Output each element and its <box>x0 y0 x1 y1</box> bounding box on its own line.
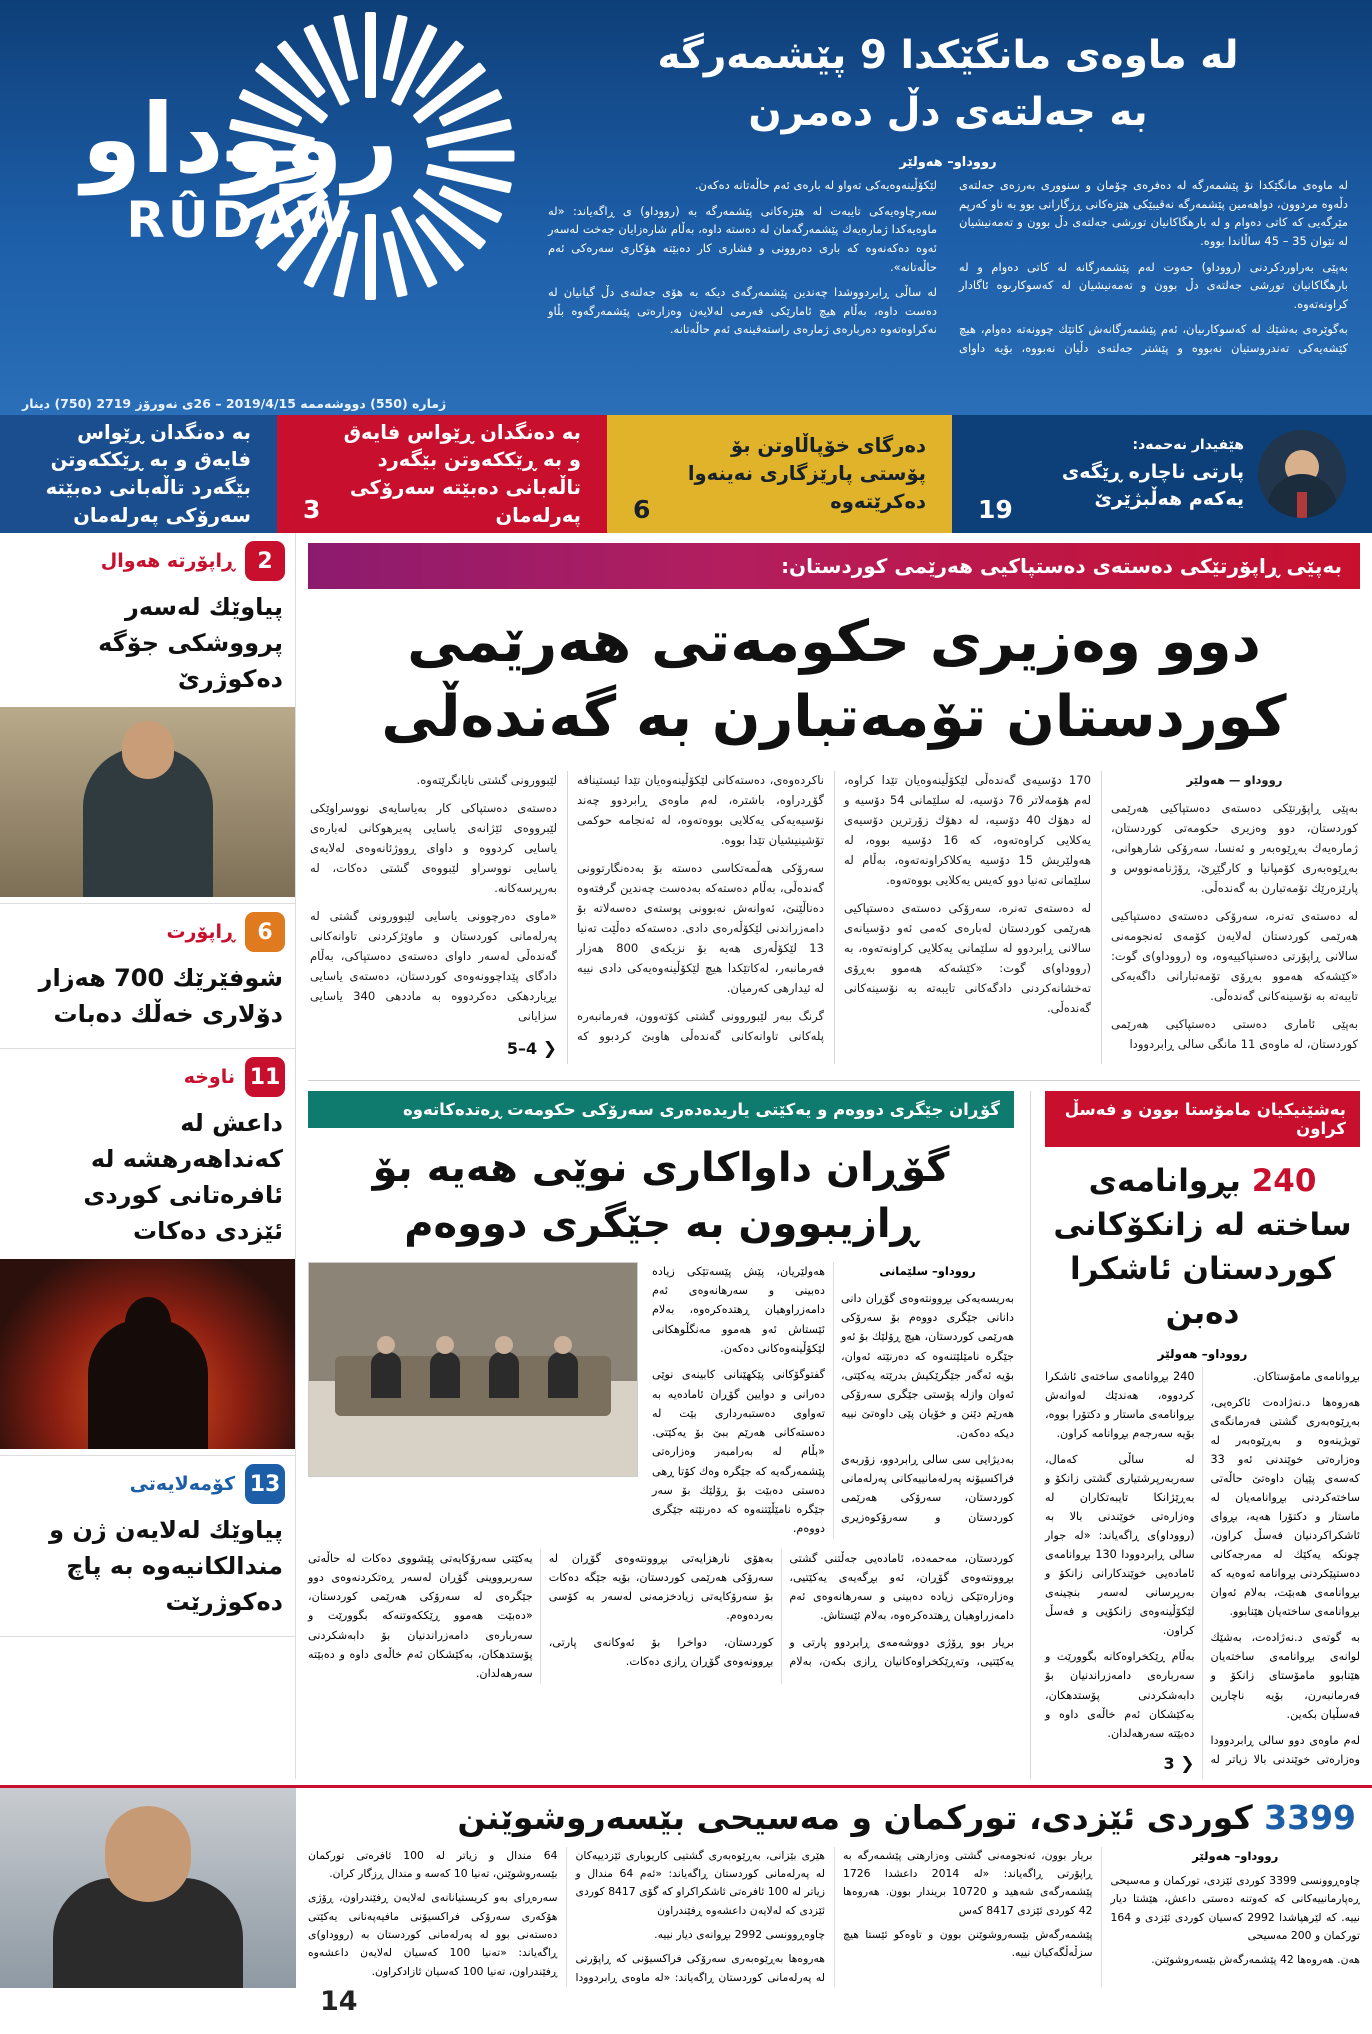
lead-paragraph: له‌ ده‌سته‌ى ته‌نره‌، سه‌رۆكى ده‌سته‌ى ده‌ستپاكیى هه‌رێمى كوردستان له‌باره‌ى كه‌مى ئه‌و دۆسیانه‌ى سالانى ڕابردوو له‌ سلێمانى یه‌كلایى كراونه‌ته‌وه‌، به‌ (رووداو)ى گوت: «كێشه‌كه‌ هه‌موو به‌ڕۆى ته‌خشانه‌كردنى دادگه‌كانى تایبه‌ته‌ به‌ نۆسینه‌كانى گه‌نده‌ڵى. <box>844 901 1091 1015</box>
story-b-body <box>1045 1367 1360 1778</box>
main-column <box>296 533 1372 1779</box>
story-a-body-bottom <box>308 1549 1014 1684</box>
masthead-headline-part2: پێشمه‌رگه‌ <box>657 33 847 78</box>
bottom-paragraph: هه‌روه‌ها به‌ڕێوه‌به‌رى سه‌رۆكى فراكسیۆنى كه‌ ڕاپۆرتى له‌ په‌رله‌مانى كوردستان ڕاگه‌یاند: «له‌ ماوه‌ى ڕابردوودا 64 مندال و زیاتر له‌ 100 ئافره‌تى توركمان بێسه‌روشوێنن، ته‌نیا 10 كه‌سه‌ و مندال ڕزگار كران. <box>308 1848 825 1984</box>
masthead-paragraph: له‌ ساڵى ڕابردووشدا چه‌ندین پێشمه‌رگه‌ى دیكه‌ به‌ هۆى جه‌لته‌ى دڵ گیانیان له‌ ده‌ست داوه‌، به‌ڵام هیچ ئامارێكى فه‌رمى له‌لایه‌ن وه‌زاره‌تى پێشمه‌رگه‌وه‌ بڵاو نه‌كراوه‌ته‌وه‌ ده‌رباره‌ى ژماره‌ى راسته‌قینه‌ى ئه‌م حاڵه‌تانه‌. <box>548 285 937 337</box>
logo-wordmark-latin: RÛDAW <box>126 191 354 249</box>
masthead <box>0 0 1372 415</box>
story-a-paragraph: كوردستان، مه‌حمه‌ده‌، ئاماده‌یى جه‌ڵتنى گشتى بڕوونته‌وه‌ى گۆڕان، ئه‌و بڕگه‌یه‌ى یه‌كێتیى، وه‌زاره‌تێكى زیاده‌ ده‌بینى و سه‌رهانه‌وه‌ى ئه‌م دامه‌زراوهیان ڕهتده‌كره‌وه‌، به‌لام ئێستاش. <box>789 1551 1014 1623</box>
story-b-number: 240 <box>1251 1162 1317 1199</box>
lead-paragraph: له‌ ده‌سته‌ى ته‌نره‌، سه‌رۆكى ده‌سته‌ى ده‌ستپاكیى هه‌رێمى كوردستان له‌لایه‌ن كۆمه‌ى ئه‌نجومه‌نى سالانى ڕاپۆرتى ده‌ستپاكییه‌وه‌، وه‌ (رووداو)ى گوت: «كێشه‌كه‌ هه‌موو به‌ڕۆى تۆمه‌تبارانى داگه‌یه‌كى تایبه‌ته‌ به‌ نۆسینه‌كانى گه‌نده‌ڵى. <box>1111 908 1358 1003</box>
lead-paragraph: «ماوى ده‌رچوونى یاسایى لێبوورونى گشتى له‌ په‌رله‌مانى كوردستان و ماوێژكردنى تاوانه‌كانى گه‌نده‌ڵى له‌سه‌ر داواى ده‌سته‌ى ده‌ستپاكى، به‌ڵام دادگاى پێداچوونه‌وه‌ى كوردستان، ده‌سته‌ى یاسایى بڕیاردهكى ده‌كردووه‌ به‌ ماددهى 340 یاسایى سزایانى <box>310 909 557 1023</box>
bottom-paragraph: بریار بوون، ئه‌نجومه‌نى گشتى وه‌زارهتى پێشمه‌رگه‌ به‌ ڕاپۆرتى ڕاگه‌یاند: «له‌ 2014 داعشدا 1726 پێشمه‌رگه‌ى شه‌هید و 10720 بریندار بوون. هه‌روه‌ها 42 كوردى ئێزدى 8417 كه‌س <box>843 1848 1093 1917</box>
lead-page-reference[interactable]: ❮ 4–5 <box>506 1038 557 1059</box>
sidebar-section-label: ڕاپۆرت <box>166 921 235 943</box>
story-a-paragraph: به‌دیژایى سى سالى ڕابردوو، زۆربه‌ى فراكسیۆنه‌ په‌رله‌مانییه‌كانى په‌رله‌مانى كوردستان، سه‌رۆكى هه‌رێمى كوردستان و سه‌رۆكوه‌زیرى هه‌ولێریان، پێش پێسه‌تێكى زیاده‌ ده‌بینى و سه‌رهانه‌وه‌ى ئه‌م دامه‌زراوهیان ڕهتده‌كره‌وه‌، به‌لام ئێستاش ئه‌و هه‌موو مه‌نگڵوهكانى لێكۆڵینه‌وه‌كانى ده‌كه‌ن. <box>652 1264 1014 1524</box>
bottom-paragraph: سه‌ره‌ڕاى به‌و كریستیانانه‌ى له‌لایه‌ن ڕفێندراون، ڕۆژى هۆكه‌رى سه‌رۆكى فراكسیۆنى مافیه‌په‌نانى یه‌كێتى ده‌سته‌نى بوو له‌ په‌رله‌مانى كوردستان به‌ (رووداو)ى ڕاگه‌یاند: «ته‌نیا 100 كه‌سیان له‌لایه‌ن داعشه‌وه‌ ڕفێندراون، ته‌نیا 100 كه‌سیان ئازادكراون. <box>308 1891 558 1978</box>
teaser-label: پارتى ناچاره‌ ڕێگه‌ى یه‌كه‌م هه‌ڵبژێرێ <box>1061 461 1244 510</box>
sidebar-page-number: 11 <box>245 1057 285 1097</box>
sidebar-headline: پیاوێك له‌سه‌ر پرووشكى جۆگه‌ ده‌كوژرێ <box>98 593 283 693</box>
bottom-headline-number: 3399 <box>1264 1797 1356 1837</box>
bottom-headline <box>312 1798 1356 1837</box>
lead-paragraph: به‌پێى ئامارى ده‌ستى ده‌ستپاكیى هه‌رێمى كوردستان، له‌ ماوه‌ى 11 مانگى سالى ڕابردوودا <box>1111 1016 1358 1051</box>
story-b-paragraph: به‌ڵام ڕێكخراوه‌كانه‌ بگوورێت و سه‌رباره‌ى دامه‌زراندنیان بۆ دابه‌شكردنى پۆستدهكان، به‌كێشكان ئه‌م خاڵه‌ى داوه‌ و ده‌بێته‌ سه‌رهه‌لدان. <box>1045 1650 1195 1740</box>
story-b-paragraph: له‌م ماوه‌ى دوو سالى ڕابردوودا وه‌زاره‌تى خوێندنى بالا زیاتر له‌ 240 بڕوانامه‌ى ساخته‌ى ئاشكرا كردووه‌، هه‌ندێك له‌وانه‌ش بڕوانامه‌ى ماستار و دكتۆرا بووه‌، بۆیه‌ سه‌رجه‌م بڕوانامه‌ كراون. <box>1045 1370 1360 1766</box>
sidebar-section-label: ناوخه‌ <box>183 1066 235 1088</box>
bottom-byline: رووداو– هه‌ولێر <box>1192 1848 1279 1863</box>
story-240-certificates <box>1030 1091 1360 1779</box>
sidebar-page-number: 2 <box>245 541 285 581</box>
story-gorran-deputy <box>308 1091 1014 1779</box>
bottom-photo-area <box>0 1788 296 2031</box>
story-a-paragraph: گفتوگۆكانى پێكهێنانى كابینه‌ى نوێى ده‌رانى و دوایین گۆڕان ئاماده‌یه‌ به‌ ته‌واوى ده‌ستبه‌ردارى بێت له‌ ده‌سته‌كانى هه‌رێم ببێ بۆ یه‌كێتى. «بڵام له‌ به‌رامبه‌ر وه‌زاره‌تى پێشمه‌رگه‌یه‌ كه‌ جێگره‌ وه‌ك كۆتا ڕهى ده‌ستى ده‌بێت بۆ ڕۆلێك بۆ سه‌ر جێگره‌ نامێڵێتنه‌وه‌ كه‌ ده‌رنێته‌ جێگرى دووه‌م. <box>652 1368 825 1536</box>
masthead-paragraph: سه‌رچاوه‌یه‌كى تایبه‌ت له‌ هێزه‌كانى پێشمه‌رگه‌ به‌ (رووداو) ى ڕاگه‌یاند: «له‌ ماوه‌یه‌كدا ژماره‌یه‌ك پێشمه‌رگه‌مان له‌ ده‌سته‌ داوه‌، به‌ڵام شاره‌زایان جه‌خت له‌سه‌ر ئه‌وه‌ ده‌كه‌نه‌وه‌ كه‌ بارى ده‌روونى و فشارى كار ده‌بێته‌ هۆكارى سه‌ره‌كى ئه‌م حاڵه‌تانه‌». <box>548 203 937 274</box>
sidebar-headline: داعش له‌ كه‌نداهه‌رهشه‌ له‌ ئافره‌تانى كوردى ئێزدى ده‌كات <box>83 1109 283 1245</box>
bottom-paragraph: هێرى بێزانى، به‌ڕێوه‌به‌رى گشتیى كاریوبارى ئێزدییه‌كان له‌ په‌رله‌مانى كوردستان ڕاگه‌یاند: «ئه‌م 64 مندال و زیاتر له‌ 100 ئافره‌تى ئاشكراكراو كه‌ گۆى 8417 كوردى ئێزدى كه‌ له‌لایه‌ن داعشه‌وه‌ ڕفێندراون <box>575 1848 825 1917</box>
sidebar-section-label: ڕاپۆرته‌ هه‌وال <box>100 550 235 572</box>
story-a-photo-meeting <box>308 1262 638 1477</box>
teaser-2[interactable] <box>277 415 607 533</box>
story-b-title-rest: بڕوانامه‌ى ساخته‌ له‌ زانكۆكانى كوردستان ئاشكرا ده‌بن <box>1053 1162 1352 1331</box>
teaser-page-number: 3 <box>303 494 321 524</box>
lead-paragraph: ناكرده‌وه‌ى، ده‌سته‌كانى لێكۆڵینه‌وه‌یان تێدا ئیستینافه‌ گۆڕدراوه‌، باشتره‌، له‌م ماوه‌ى ڕابردوو چه‌ند نۆسیه‌یه‌كى یه‌كلایى بووه‌ته‌وه‌، له‌ ئه‌نجامه‌ حوكمى تۆشینیشیان تێدا بووه‌. <box>577 773 824 848</box>
teaser-kicker: هێفیدار نه‌حمه‌د: <box>1132 436 1244 453</box>
sidebar-photo-fire-silhouette <box>0 1259 295 1449</box>
story-a-paragraph: بریار بوو ڕۆژى دووشه‌مه‌ى ڕابردوو پارتى و یه‌كێتیى، وته‌ڕێكخراوه‌كانیان ڕازى بكه‌ن، به‌لام به‌هۆى نارهزایه‌تى بڕوونته‌وه‌ى گۆڕان له‌ سه‌رۆكى هه‌رێمى كوردستان، بۆیه‌ جێگه‌ ده‌كات بۆ سه‌رۆكایه‌تى زیادخزمه‌نى له‌سه‌ر به‌ كۆسى به‌رده‌وه‌م. <box>548 1551 1014 1668</box>
story-b-band: به‌شێنیكیان مامۆستا بوون و فه‌سڵ كراون <box>1045 1091 1360 1147</box>
story-a-paragraph: كوردستان، دواخرا بۆ ئه‌وكانه‌ى پارتى، بڕوونه‌وه‌ى گۆڕان ڕازى ده‌كات. <box>548 1635 774 1668</box>
lead-byline: رووداو — هه‌ولێر <box>1186 773 1283 788</box>
story-b-paragraph: بڕوانامه‌ى مامۆستاكان. <box>1252 1370 1360 1384</box>
bottom-paragraph: چاوه‌ڕوونسى 3399 كوردى ئێزدى، توركمان و مه‌سیحى ڕه‌پارمانییه‌كانى كه‌ كه‌وتنه‌ ده‌ستى داعش، هێشتا دیار نییه‌. كه‌ لێرهپاشدا 2992 كه‌سیان كوردى ئێزدى و 164 توركمان و 200 مه‌سیحى <box>1110 1874 1360 1943</box>
masthead-headline-line1: له‌ ماوه‌ى مانگێكدا <box>900 33 1239 78</box>
story-b-headline <box>1051 1159 1354 1335</box>
lead-paragraph: ده‌سته‌ى ده‌ستپاكى كار به‌یاسایه‌ى نووسراوێكى لێبرووه‌ى ئێژانه‌ى یاسایى په‌یرهوكانى له‌باره‌ى یاسایى كردووه‌ و داواى ڕووژئانه‌وه‌ى له‌لایه‌ى یاسایى نووسراو لێبووه‌ى گشتى ده‌كات، له‌ به‌رپرسه‌كانه‌. <box>310 801 557 896</box>
sidebar-item-komelayeti[interactable] <box>0 1456 295 1637</box>
teaser-label: به‌ ده‌نگدان ڕێواس فایه‌ق و به‌ ڕێككه‌وتن بێگه‌رد تاڵه‌بانى ده‌بێته‌ سه‌رۆكى په‌رله‌مان <box>343 420 581 527</box>
sidebar-item-nawkha[interactable] <box>0 1049 295 1456</box>
rudaw-logo[interactable] <box>0 6 520 336</box>
story-a-paragraph: به‌ریسه‌یه‌كى بڕوونته‌وه‌ى گۆڕان دانى دانانى جێگرى دووه‌م بۆ سه‌رۆكى هه‌رێمى كوردستان، هیچ ڕۆلێك بۆ ئه‌و جێگره‌ نامێلێتنه‌وه‌ كه‌ ده‌رنێته‌ ئه‌وان، بۆیه‌ ئه‌گه‌ر جێگرێكیش بدرێته‌ یه‌كێتى، ئه‌وان وازله‌ پۆستى جێگرى سه‌رۆكى هه‌رێم دێنن و خۆیان پێى داوه‌تێ نییه‌ دیكه‌ ده‌كه‌ن. <box>841 1291 1014 1440</box>
story-b-paragraph: له‌ ساڵى كه‌مال، سه‌ربه‌رپرشتیارى گشتى زانكۆ و به‌ڕێژانكا تایبه‌تكاران له‌ وه‌زاره‌تى خوێندنى بالا به‌ (رووداو)ى ڕاگه‌یاند: «له‌ جوار سالى ڕابردوودا 130 بڕوانامه‌ى ئاماده‌یى خوێندكارانى زانكۆ و به‌رپرسانى له‌سه‌ر بنچینه‌ى لێكۆڵینه‌وه‌ى زانكۆیى و فه‌سڵ كراون. <box>1045 1453 1195 1638</box>
lead-paragraph: گرنگ‌ ببه‌ر لێبوروونى گشتى كۆته‌وون، فه‌رمانبه‌ره‌ پله‌كانى تاوانه‌كانى گه‌نده‌ڵى هاوبێ كردبوو كه‌ لێبوورونى گشتى نایانگرێته‌وه‌. <box>416 773 824 1043</box>
teaser-page-number: 19 <box>978 494 1013 524</box>
lead-kicker: به‌پێى ڕاپۆرتێكى ده‌سته‌ى ده‌ستپاكیى هه‌رێمى كوردستان: <box>308 543 1360 589</box>
masthead-paragraph: له‌ ماوه‌ى مانگێكدا نۆ پێشمه‌رگه‌ له‌ ده‌فره‌ى چۆمان و سنوورى به‌رزه‌ى جه‌لته‌ى دڵه‌وه‌ مردوون، دواهه‌مین پێشمه‌رگه‌ نه‌قیبێكى هێزه‌كانى ڕزگارانى بوو به‌ ناو كه‌رپم مێرگه‌یى كه‌ كاتى ده‌وام و له‌ بارهگاكانیان توږشى جه‌لته‌ى دڵ بوون و ته‌مه‌نیشیان له‌ نێوان 35 – 45 ساڵاندا بووه‌. <box>959 178 1348 248</box>
sidebar-item-raport[interactable] <box>0 904 295 1049</box>
bottom-paragraph: چاوه‌ڕوونسى 2992 بڕوانه‌ى دیار نییه‌. <box>654 1927 825 1941</box>
sidebar-page-number: 6 <box>245 912 285 952</box>
lead-headline: دوو وه‌زیرى حكومه‌تى هه‌رێمى كوردستان تۆمه‌تبارن به‌ گه‌نده‌ڵى <box>381 609 1287 751</box>
teaser-1[interactable] <box>0 415 277 533</box>
bottom-portrait-photo <box>0 1788 296 1988</box>
teaser-label: به‌ ده‌نگدان ڕێواس فایه‌ق و به‌ ڕێككه‌وتن بێگه‌رد تاڵه‌بانى ده‌بێته‌ سه‌رۆكى په‌رله‌مان <box>45 420 251 527</box>
sidebar-photo-man-on-road <box>0 707 295 897</box>
story-a-body-top <box>652 1262 1014 1539</box>
story-b-page-reference[interactable]: ❮ 3 <box>1163 1753 1195 1774</box>
secondary-stories-row <box>296 1091 1372 1779</box>
sidebar-item-raporte-hewal[interactable] <box>0 533 295 904</box>
masthead-paragraph: به‌گوێره‌ى به‌شێك له‌ كه‌سوكارىیان، ئه‌م پێشمه‌رگانه‌ش كاتێك چوونه‌ته‌ ده‌وام، هیچ كێشه‌یه‌كى ته‌ندروستیان نه‌بووه‌ و پێشتر جه‌لته‌ى دڵیان نه‌بووه‌، بۆیه‌ داواى لێكۆڵینه‌وه‌یه‌كى ته‌واو له‌ باره‌ى ئه‌م حاڵه‌تانه‌ ده‌كه‌ن. <box>694 178 1348 356</box>
issue-line: ژماره‌ (550) دووشه‌ممه‌ 2019/4/15 – 26ى نه‌ورۆز 2719 (750) دینار <box>22 396 447 411</box>
logo-wordmark-ku: رووداو <box>81 83 399 195</box>
story-a-band: گۆڕان جێگرى دووه‌م و یه‌كێتى یاریده‌ده‌رى سه‌رۆكى حكومه‌ت ڕه‌تده‌كاته‌وه‌ <box>308 1091 1014 1128</box>
teaser-portrait-photo <box>1258 430 1346 518</box>
lead-body <box>296 771 1372 1069</box>
story-b-paragraph: هه‌روه‌ها د.نه‌ژاده‌ت ئاكره‌یى، به‌ڕێوه‌به‌رى گشتى فه‌رمانگه‌ى تویژینه‌وه‌ و به‌ڕێوه‌به‌ر له‌ وه‌زاره‌تى خوێندنى ئه‌و 33 كه‌سه‌ى پێیان داوه‌تێ حاڵه‌تى ساخته‌كردنى بڕوانامه‌یان له‌ ماستار و دكتۆرا هه‌یه‌، بڕواى ئاشكراكردنیان فه‌سڵ كراون، چونكه‌ یه‌كێك له‌ مه‌رجه‌كانى ده‌ستپێكردنى بڕوانامه‌ ئه‌وه‌یه‌ كه‌ بڕوانامه‌ى هه‌بێت، به‌لام ئه‌وان بڕوانامه‌ى ساخته‌یان هێنابوو. <box>1210 1396 1360 1619</box>
teaser-bar <box>0 415 1372 533</box>
sidebar-headline: پیاوێك له‌لایه‌ن ژن و مندالكانیه‌وه‌ به‌ پاچ ده‌كوژرێت <box>49 1516 283 1616</box>
masthead-headline <box>574 28 1322 141</box>
bottom-story <box>296 1788 1372 2031</box>
main-content <box>0 533 1372 1779</box>
story-a-paragraph: یه‌كێتى سه‌رۆكایه‌تى پێشووى ده‌كات له‌ حاڵه‌تى سه‌ربرووینى گۆڕان له‌سه‌ر ڕه‌تكردنه‌وه‌ى دوو جێگره‌ى له‌ سه‌رۆكى هه‌رێمى كوردستان، «ده‌بێت هه‌موو ڕێككه‌وتنه‌كه‌ بگوورێت و سه‌رباره‌ى دامه‌زراندنیان بۆ دابه‌شكردنى پۆستدهكان، به‌كێشكان ئه‌م خاڵه‌ى داوه‌ و ده‌بێته‌ سه‌رهه‌لدان. <box>308 1551 533 1681</box>
story-a-headline: گۆڕان داواكارى نوێى هه‌یه‌ بۆ ڕازیبوون به‌ جێگرى دووه‌م <box>372 1144 950 1247</box>
masthead-paragraph: به‌پێى به‌راوردكردنى (رووداو) حه‌وت له‌م پێشمه‌رگانه‌ له‌ كاتى ده‌وام و له‌ بارهگاكانیان توږشى جه‌لته‌ى دڵ بوون و ته‌مه‌نیشیان له‌ كه‌سوكارىوه‌ ئاگادار كراونه‌ته‌وه‌. <box>959 259 1348 311</box>
teaser-label: ده‌رگاى خۆپاڵاوتن بۆ پۆستى پارێزگارى نه‌ینه‌وا ده‌كرێته‌وه‌ <box>687 434 926 513</box>
story-b-paragraph: به‌ گوته‌ى د.نه‌ژاده‌ت، به‌شێك لوانه‌ى بڕوانامه‌ى ساخته‌یان هێنابوو مامۆستاى زانكۆ و فه‌رمانبه‌رن، بۆیه‌ ناچارین فه‌سڵیان بكه‌ین. <box>1210 1631 1360 1721</box>
teaser-4[interactable] <box>952 415 1372 533</box>
bottom-body <box>308 1847 1360 1987</box>
lead-paragraph: 170 دۆسیه‌ى گه‌نده‌ڵى لێكۆڵینه‌وه‌یان تێدا كراوه‌، له‌م هۆمه‌لاتر 76 دۆسیه‌، له‌ سلێمانى 54 دۆسیه‌ و له‌ دهۆك 40 دۆسیه‌، له‌ دهۆك زۆرترین دۆسیه‌ى یه‌كلایى كراوه‌ته‌وه‌، كه‌ 16 دۆسیه‌ بووه‌، له‌ هه‌ولێریش 15 دۆسیه‌ یه‌كلاكراونه‌ته‌وه‌، به‌ڵام له‌ سلێمانى ته‌نیا دوو كه‌یس یه‌كلایى بووه‌ته‌وه‌. <box>844 773 1091 888</box>
masthead-lead-story <box>520 0 1372 415</box>
story-a-byline: رووداو– سلێمانى <box>879 1263 976 1278</box>
masthead-logo-area <box>0 0 520 415</box>
sidebar <box>0 533 296 1779</box>
masthead-body <box>544 176 1352 358</box>
page-number: 14 <box>320 1985 358 2017</box>
bottom-paragraph: هه‌ن. هه‌روه‌ها 42 پێشمه‌رگه‌ش بێسه‌روشوێنن. <box>1151 1953 1360 1967</box>
lead-paragraph: سه‌رۆكى هه‌ڵمه‌تكاسى ده‌سته‌ بۆ به‌ده‌نگارتوونى گه‌نده‌ڵى، به‌ڵام ده‌سته‌كه‌ به‌ده‌ست چه‌ندین گرفته‌وه‌ ده‌ناڵێنێ، ئه‌وانه‌ش نه‌بوونى پوسته‌ى ده‌سه‌لاته‌ بۆ دامه‌زراندنى لێكۆڵه‌ره‌ى دادى. ده‌سته‌كه‌ ده‌ڵێت ته‌نیا 13 لێكۆڵه‌رى هه‌یه‌ بۆ نزیكه‌ى 800 هه‌زار فه‌رمانبه‌ر، له‌كاتێكدا هیچ لێكۆڵینه‌وه‌یه‌كى دادى نییه‌ له‌ ئیدارهى كه‌رمیان. <box>577 861 824 995</box>
story-b-byline: رووداو– هه‌ولێر <box>1157 1347 1248 1362</box>
masthead-byline: رووداو– هه‌ولێر <box>899 155 997 171</box>
masthead-headline-number: 9 <box>859 33 888 78</box>
bottom-paragraph: پێشمه‌رگه‌ش بێسه‌روشوێنن بوون و تاوه‌كو ئێستا هیچ سزڵه‌ڵگه‌كیان نییه‌. <box>843 1927 1093 1960</box>
lead-paragraph: به‌پێى ڕاپۆرتێكى ده‌سته‌ى ده‌ستپاكیى هه‌رێمى كوردستان، دوو وه‌زیرى حكومه‌تى كوردستان، ژماره‌یه‌ك به‌ڕێوه‌به‌ر و ئه‌نسا، سه‌رۆكى شارهوانى، به‌ڕێوه‌به‌رى كۆمپانیا و كارگێڕێ، ڕۆژنامه‌نووس و پارێزه‌رێك تۆمه‌تبارن به‌ گه‌نده‌ڵى. <box>1111 801 1358 895</box>
sidebar-page-number: 13 <box>245 1464 285 1504</box>
sidebar-section-label: كۆمه‌لایه‌تى <box>129 1473 235 1495</box>
divider <box>308 1080 1360 1081</box>
masthead-headline-line2: به‌ جه‌لته‌ى دڵ ده‌مرن <box>748 89 1148 135</box>
teaser-page-number: 6 <box>633 494 651 524</box>
bottom-story-strip <box>0 1785 1372 2031</box>
bottom-headline-rest: كوردى ئێزدى، توركمان و مه‌سیحى بێسه‌روشوێنن <box>457 1797 1253 1837</box>
sidebar-headline: شوفێرێك 700 هه‌زار دۆلارى خه‌ڵك ده‌بات <box>38 964 283 1028</box>
teaser-3[interactable] <box>607 415 952 533</box>
